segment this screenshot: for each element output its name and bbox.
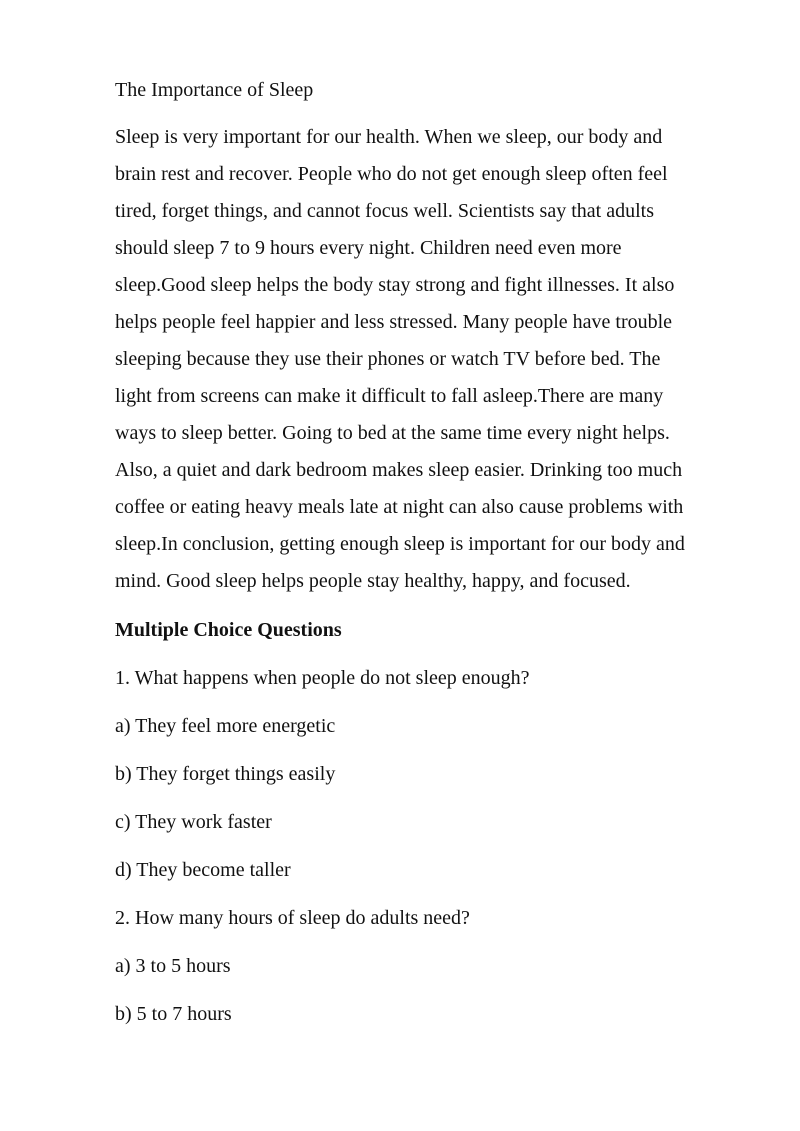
- passage-line: coffee or eating heavy meals late at night can also cause problems with: [115, 496, 684, 518]
- question-2-option-b: b) 5 to 7 hours: [115, 1003, 232, 1025]
- passage-line: Sleep is very important for our health. When we sleep, our body and: [115, 126, 663, 148]
- question-1-option-b: b) They forget things easily: [115, 763, 336, 785]
- question-1: 1. What happens when people do not sleep enough?: [115, 667, 530, 689]
- mcq-heading: Multiple Choice Questions: [115, 619, 342, 641]
- passage-line: should sleep 7 to 9 hours every night. Children need even more: [115, 237, 622, 259]
- passage-line: sleep.Good sleep helps the body stay strong and fight illnesses. It also: [115, 274, 675, 296]
- question-list: [115, 664, 530, 1048]
- passage-line: sleep.In conclusion, getting enough sleep is important for our body and: [115, 533, 685, 555]
- passage-line: mind. Good sleep helps people stay healthy, happy, and focused.: [115, 570, 631, 592]
- question-2-option-a: a) 3 to 5 hours: [115, 955, 231, 977]
- question-1-option-a: a) They feel more energetic: [115, 715, 336, 737]
- passage-line: tired, forget things, and cannot focus well. Scientists say that adults: [115, 200, 654, 222]
- document-title: The Importance of Sleep: [115, 79, 314, 101]
- passage-line: Also, a quiet and dark bedroom makes sleep easier. Drinking too much: [115, 459, 683, 481]
- question-1-option-c: c) They work faster: [115, 811, 272, 833]
- passage-line: helps people feel happier and less stressed. Many people have trouble: [115, 311, 673, 333]
- passage: [115, 119, 735, 600]
- passage-line: light from screens can make it difficult to fall asleep.There are many: [115, 385, 664, 407]
- question-1-option-d: d) They become taller: [115, 859, 291, 881]
- passage-line: ways to sleep better. Going to bed at the same time every night helps.: [115, 422, 670, 444]
- passage-line: sleeping because they use their phones or watch TV before bed. The: [115, 348, 661, 370]
- question-2: 2. How many hours of sleep do adults need?: [115, 907, 470, 929]
- passage-line: brain rest and recover. People who do not get enough sleep often feel: [115, 163, 668, 185]
